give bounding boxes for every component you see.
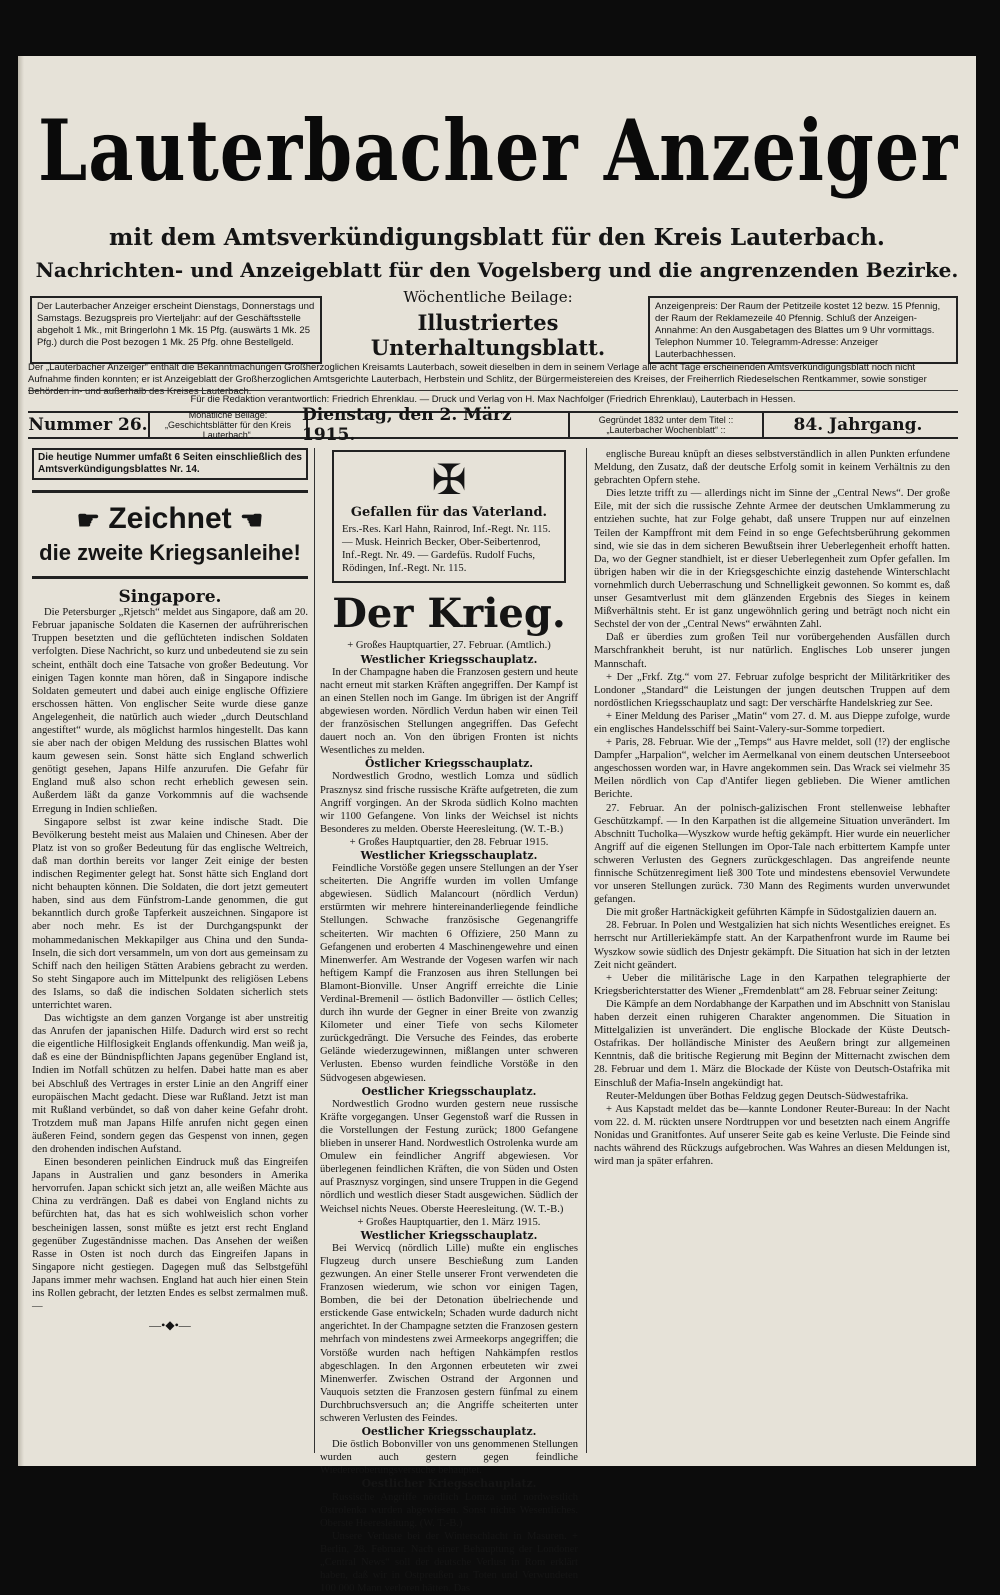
section-heading: Westlicher Kriegsschauplatz.: [360, 848, 538, 862]
column-3: [594, 448, 950, 1453]
dispatch-dateline: + Großes Hauptquartier, den 28. Februar 1915.: [349, 836, 549, 848]
report-paragraph: Die mit großer Hartnäckigkeit geführten Kämpfe in Südostgalizien dauern an.: [606, 907, 937, 919]
report-paragraph: Die Kämpfe an dem Nordabhange der Karpathen und im Abschnitt von Stanislau haben derzeit einen ruhigeren Charakter angenommen. Die Situation in Mittelgalizien ist unverändert. Die englische Blockade der Küste Deutsch-Ostafrikas. Der holländische Minister des Aeußern bringt zur allgemeinen Kenntnis, daß die britische Regierung mit Beginn der Mitternacht zwischen dem 28. Februar und dem 1. März die Blockade der Küste von Deutsch-Ostafrika mit Einschluß der Mafia-Inseln angekündigt hat.: [594, 998, 950, 1089]
report-paragraph: + Der „Frkf. Ztg.“ vom 27. Februar zufolge bespricht der Militärkritiker des Londoner „Standard“ die Leistungen der jungen deutschen Truppen auf dem nordöstlichen Kriegsschauplatz und sagt: Der verschärfte Handelskrieg zur See.: [594, 671, 950, 709]
report-paragraph: englische Bureau knüpft an dieses selbstverständlich in allen Punkten erfundene Meldung, den Zusatz, daß der deutsche Erfolg somit in keinem Verhältnis zu den gebrachten Opfern stehe.: [594, 449, 950, 487]
article-paragraph: Das wichtigste an dem ganzen Vorgange ist aber unstreitig das Anrufen der japanischen Hilfe. Dadurch wird erst so recht die eigentliche Hilflosigkeit Englands offenkundig. Man weiß ja, daß es eine der Bündnispflichten Japans gegenüber England ist, Indien im Notfall schützen zu helfen. Dabei hatte man es aber bei Abschluß des Vertrages in erster Linie an den Angriff einer europäischen Macht gedacht. Diese war Rußland. Jetzt ist man mit Rußland verbündet, so daß von daher keine Gefahr droht. Trotzdem muß man Japans Hilfe anrufen nicht gegen einen äußeren Feind, sondern gegen das Gespenst von innen, gegen den drohenden indischen Aufstand.: [32, 1013, 308, 1156]
dispatch-dateline: + Großes Hauptquartier, 27. Februar. (Amtlich.): [347, 640, 551, 652]
column-rule: [314, 448, 315, 1453]
page-count-notice: Die heutige Nummer umfaßt 6 Seiten einschließlich des Amtsverkündigungsblattes Nr. 14.: [32, 448, 308, 480]
report-paragraph: Russische Angriffe nördlich Lomza und nordwestlich Ostrolenka wurden abgewiesen. Sonst nichts Wesentliches. Oberste Heeresleitung. (W. T.-B.): [320, 1491, 578, 1529]
section-heading: Oestlicher Kriegsschauplatz.: [361, 1425, 537, 1439]
column-1: [32, 448, 308, 1453]
report-paragraph: + Ueber die militärische Lage in den Karpathen telegraphierte der Kriegsberichterstatter des Wiener „Fremdenblatt“ am 28. Februar seiner Zeitung:: [594, 972, 950, 997]
imprint-line: Für die Redaktion verantwortlich: Friedrich Ehrenklau. — Druck und Verlag von H. Max Nachfolger (Friedrich Ehrenklau), Lauterbach in Hessen.: [190, 394, 796, 405]
article-paragraph: Einen besonderen peinlichen Eindruck muß das Eingreifen Japans in Australien und ganz besonders in Amerika hervorrufen. Japan schickt sich jetzt an, alle weißen Mächte aus China zu verdrängen. Daß es dabei von England nichts zu befürchten hat, das hat es sich wohlweislich schon vorher bescheinigen lassen, sonst müßte es jetzt erst recht England gegenüber Zugeständnisse machen. Das Ansehen der weißen Rasse in Osten ist noch durch das Eingreifen Japans in Singapore nicht gestiegen. Dagegen muß das Selbstgefühl Japans immer mehr wachsen. England hat auch hier einen Stein ins Rollen gebracht, der letzten Endes es selbst zermalmen muß. —: [32, 1157, 308, 1313]
column-rule: [586, 448, 587, 1453]
divider: [28, 390, 958, 391]
column-2: [320, 448, 578, 1595]
article-paragraph: Singapore selbst ist zwar keine indische Stadt. Die Bevölkerung besteht meist aus Malaien und Chinesen. Aber der Platz ist von so großer Bedeutung für das englische Weltreich, daß man dorthin bereits vor langer Zeit einige der besten indischen Regimenter gelegt hat. Sonst hätte sich England dort nicht behaupten können. Die Soldaten, die dort jetzt gemeutert haben, sind aus dem Fünfstrom-Lande genommen, die gut bekanntlich durch große Tapferkeit auszeichnen. Singapore ist aber noch mehr. Es ist der Durchgangspunkt der mohammedanischen Mekkapilger aus China und den Sunda-Inseln, die sich dort versammeln, um von dort aus gemeinsam zu Schiff nach den heiligen Stätten Arabiens gebracht zu werden. So steht Singapore auch im Mittelpunkt des religiösen Lebens des Islams, so daß die indischen Soldaten sicherlich stets unterrichtet waren.: [32, 816, 308, 1011]
official-notice: Der „Lauterbacher Anzeiger“ enthält die Bekanntmachungen Großherzoglichen Kreisamts Lauterbach, soweit dieselben in dem in seinem Verlage alle acht Tage erscheinenden Amtsverkündigungsblatt noch nicht Aufnahme finden konnten; er ist Anzeigeblatt der Großherzoglichen Amtsgerichte Lauterbach, Herbstein und Schlitz, der Bürgermeistereien des Kreises, der Freiherrlich Riedeselschen Rentkammer, sowie sonstiger Behörden in- und außerhalb des Kreises Lauterbach.: [28, 362, 927, 397]
volume-year: 84. Jahrgang.: [793, 415, 923, 435]
advertising-box: Anzeigenpreis: Der Raum der Petitzeile kostet 12 bezw. 15 Pfennig, der Raum der Reklamezeile 40 Pfennig. Schluß der Anzeigen-Annahme: An den Ausgabetagen des Blattes um 9 Uhr vormittags. Telephon Nummer 10. Telegramm-Adresse: Anzeiger Lauterbachhessen.: [648, 296, 958, 364]
ornament-divider: —•◆•—: [149, 1318, 191, 1333]
fallen-notice: [332, 450, 566, 583]
weekly-supplement: [338, 288, 638, 360]
report-paragraph: Bei Wervicq (nördlich Lille) mußte ein englisches Flugzeug durch unsere Beschießung zum Landen gezwungen. An einer Stelle unserer Front verwendeten die Franzosen wiederum, wie schon vor einigen Tagen, Bomben, die bei der Detonation übelriechende und erstickende Gase entwickeln; Schaden wurde dadurch nicht angerichtet. In der Champagne setzten die Franzosen gestern mehrfach von mindestens zwei Armeekorps angegriffen; die Vorstöße wurden nach heftigen Nahkämpfen restlos abgeschlagen. In den Argonnen erbeuteten wir zwei Minenwerfer. Zwischen Ostrand der Argonnen und Vauquois setzten die Franzosen gestern fünfmal zu einem Durchbruchsversuch an; die Angriffe scheiterten unter schweren Verlusten des Feindes.: [320, 1242, 578, 1424]
fallen-heading: Gefallen für das Vaterland.: [350, 505, 548, 520]
article-paragraph: Die Petersburger „Rjetsch“ meldet aus Singapore, daß am 20. Februar japanische Soldaten die Kasernen der aufrührerischen Truppen besetzten und die geflüchteten indischen Soldaten verfolgten. Diese Nachricht, so kurz und unbedeutend sie zu sein scheint, enthält doch eine Tatsache von großer Bedeutung. Vor einigen Tagen konnte man hören, daß in Singapore indische Soldaten gemeutert und dabei auch einige englische Offiziere erschossen hätten. Von englischer Seite wurde diese ganze Angelegenheit, die natürlich auch wieder „durch Deutschland angestiftet“ wurde, als möglichst harmlos hingestellt. Das kann sie aber nach der obigen Meldung des russischen Blattes wohl kaum gewesen sein. Sonst hätte sich England schwerlich genötigt gesehen, Japans Hilfe anzurufen. Die Gefahr für England muß also schon recht erheblich gewesen sein. Außerdem läßt da ganze Vorkommnis auf die wachsende Erregung in Indien schließen.: [32, 607, 308, 815]
section-heading: Oestlicher Kriegsschauplatz.: [361, 1477, 537, 1491]
report-paragraph: 28. Februar. In Polen und Westgalizien hat sich nichts Wesentliches ereignet. Es herrscht nur Artilleriekämpfe statt. An der Karpathenfront wurde im Raume bei Wyszkow sowie südlich des Dnjestr gekämpft. Die Situation hat sich in der letzten Zeit nicht geändert.: [594, 920, 950, 971]
report-paragraph: Unsere Verluste bei der Winterschlacht in Masuren. + Berlin, 28. Februar. Nach einer Behauptung der Londoner „Central News“ soll der deutsche Verlust in Rom erklärt haben, daß wir in Ostpreußen an Toten und Verwundeten 100 000 Mann verloren hätten. Das: [320, 1530, 578, 1595]
section-heading: Östlicher Kriegsschauplatz.: [365, 757, 533, 771]
report-paragraph: Reuter-Meldungen über Bothas Feldzug gegen Deutsch-Südwestafrika.: [606, 1090, 909, 1102]
pointing-hand-icon: ☛: [76, 505, 100, 536]
section-heading: Westlicher Kriegsschauplatz.: [360, 652, 538, 666]
report-paragraph: In der Champagne haben die Franzosen gestern und heute nacht erneut mit starken Kräften angegriffen. Der Kampf ist an einen Stellen noch im Gange. Im übrigen ist der Angriff abgewiesen worden. Nördlich Verdun haben wir einen Teil der französischen Stellungen angegriffen. Das Gefecht dauert noch an. Von den übrigen Fronten ist nichts Wesentliches zu melden.: [320, 666, 578, 757]
report-paragraph: Nordwestlich Grodno wurden gestern neue russische Kräfte vorgegangen. Unser Gegenstoß warf die Russen in die Vorstellungen der Festung zurück; 1800 Gefangene blieben in unserer Hand. Nordwestlich Ostrolenka wurde am Omulew ein feindlicher Angriff abgewiesen. Vor überlegenen feindlichen Kräften, die von Süden und Osten auf Prasznysz vorgingen, sind unsere Truppen in die Gegend nördlich und westlich dieser Stadt ausgewichen. Südlich der Weichsel nichts Neues. Oberste Heeresleitung. (W. T.-B.): [320, 1098, 578, 1215]
war-report-title: Der Krieg.: [332, 590, 566, 638]
report-paragraph: + Aus Kapstadt meldet das be—kannte Londoner Reuter-Bureau: In der Nacht vom 22. d. M. rückten unsere Nordtruppen vor und besetzten nach einem Angriffe Nonidas und Granitfontes. Auf unserer Seite gab es keine Verluste. Die Feinde sind nachts während des Rückzugs aufgebrochen. Was Wahres an diesen Meldungen ist, wird man ja später erfahren.: [594, 1103, 950, 1168]
founded-note: Gegründet 1832 unter dem Titel :: „Lauterbacher Wochenblatt“ ::: [570, 413, 764, 437]
section-heading: Westlicher Kriegsschauplatz.: [360, 1228, 538, 1242]
war-loan-appeal: [32, 490, 308, 579]
issue-info-bar: [28, 405, 958, 445]
issue-date: Dienstag, den 2. März 1915.: [302, 413, 570, 437]
report-paragraph: Die östlich Bobonviller von uns genommenen Stellungen wurden auch gestern gegen feindliche Wiedereroberungsversuche behauptet.: [320, 1439, 578, 1477]
dispatch-dateline: + Großes Hauptquartier, den 1. März 1915.: [357, 1216, 541, 1228]
masthead-tagline: Nachrichten- und Anzeigeblatt für den Vogelsberg und die angrenzenden Bezirke.: [35, 258, 959, 282]
masthead-title: Lauterbacher Anzeiger: [38, 100, 959, 201]
report-paragraph: 27. Februar. An der polnisch-galizischen Front stellenweise lebhafter Geschützkampf. — In den Karpathen ist die allgemeine Situation unverändert. Im Abschnitt Tucholka—Wyszkow wurde heftig gekämpft. Hier wurde ein neuerlicher Angriff auf die eigenen Stellungen im Opor-Tale nach erbittertem Kampfe unter schweren Verlusten des Gegners zurückgeschlagen. Das angreifende neunte finnische Schützenregiment ließ 300 Tote und mindestens ebensoviel Verwundete vor unseren Stellungen zurück. 730 Mann des Regiments wurden unverwundet gefangen.: [594, 802, 950, 906]
section-heading: Oestlicher Kriegsschauplatz.: [361, 1084, 537, 1098]
monthly-supplement: Monatliche Beilage: „Geschichtsblätter für den Kreis Lauterbach“.: [150, 413, 308, 437]
report-paragraph: + Einer Meldung des Pariser „Matin“ vom 27. d. M. aus Dieppe zufolge, wurde ein englisches Handelsschiff bei Saint-Valery-sur-Somme torpediert.: [594, 710, 950, 735]
appeal-heading: Zeichnet: [108, 502, 232, 535]
report-paragraph: Daß er überdies zum großen Teil nur vorübergehenden Ausfällen durch Marschfrankheit beruht, ist nur natürlich. Englisches Lob unserer jungen Mannschaft.: [594, 632, 950, 670]
masthead-subtitle: mit dem Amtsverkündigungsblatt für den Kreis Lauterbach.: [109, 224, 885, 251]
report-paragraph: Dies letzte trifft zu — allerdings nicht im Sinne der „Central News“. Der große Eile, mit der sich die russische Zehnte Armee der deutschen Umklammerung zu entziehen suchte, hat zur Folge gehabt, daß unsere Truppen nur auf einzelnen Teilen der Kampffront mit dem Feind in so enge Gefechtsberührung gekommen sind, wie sie das in dem sicheren Bewußtsein ihrer Ueberlegenheit erhofft hatten. Da, wo der Gegner standhielt, ist er dieser Ueberlegenheit zum Opfer gefallen. Im übrigen haben wir die in der Kriegsgeschichte einzig dastehende Winterschlacht vornehmlich durch Ueberraschung und Schnelligkeit gewonnen. So kommt es, daß unser Gesamtverlust mit dem glänzenden Ergebnis des Sieges in keinem Mißverhältnis steht. Er ist ganz ungewöhnlich gering und beträgt noch nicht ein Sechstel der von der „Central News“ erwähnten Zahl.: [594, 488, 950, 631]
article-title: Singapore.: [118, 587, 222, 608]
newspaper-page: [18, 56, 976, 1595]
subscription-box: Der Lauterbacher Anzeiger erscheint Dienstags, Donnerstags und Samstags. Bezugspreis pro Vierteljahr: auf der Geschäftsstelle abgeholt 1 Mk., mit Bringerlohn 1 Mk. 15 Pfg. (auswärts 1 Mk. 25 Pfg.) durch die Post bezogen 1 Mk. 25 Pfg. ohne Bestellgeld.: [30, 296, 322, 364]
fallen-names: Ers.-Res. Karl Hahn, Rainrod, Inf.-Regt. Nr. 115. — Musk. Heinrich Becker, Ober-Seibertenrod, Inf.-Regt. Nr. 49. — Gardefüs. Rudolf Fuchs, Rödingen, Inf.-Regt. Nr. 115.: [342, 524, 551, 575]
supplement-title: Illustriertes Unterhaltungsblatt.: [370, 310, 606, 360]
supplement-label: Wöchentliche Beilage:: [403, 288, 573, 306]
iron-cross-icon: ✠: [431, 455, 467, 504]
report-paragraph: + Paris, 28. Februar. Wie der „Temps“ aus Havre meldet, soll (!?) der englische Dampfer „Harpalion“, welcher im Aermelkanal von einem deutschen Unterseeboot angeschossen worden war, in Havre angekommen sein. Das Wrack sei vielmehr 35 Meilen nördlich von Cap d'Antifer liegen geblieben. Die Wiener amtlichen Berichte.: [594, 737, 950, 801]
report-paragraph: Feindliche Vorstöße gegen unsere Stellungen an der Yser scheiterten. Die Angriffe wurden im vollen Umfange abgewiesen. Südlich Malancourt (nördlich Verdun) erstürmten wir mehrere hintereinanderliegende feindliche Stellungen. Schwache französische Gegenangriffe scheiterten. Wir machten 6 Offiziere, 250 Mann zu Gefangenen und eroberten 4 Maschinengewehre und einen Minenwerfer. Am Westrande der Vogesen warfen wir nach heftigem Kampf die Franzosen aus ihren Stellungen bei Blamont-Bionville. Unser Angriff erreichte die Linie Verdinal-Bremenil — östlich Badonviller — östlich Celles; durch ihn wurde der Gegner in einer Breite von zwanzig Kilometer und einer Tiefe von sechs Kilometer zurückgedrängt. Die Versuche des Feindes, das eroberte Gelände wiederzugewinnen, mißlangen unter schweren Verlusten. Ebenso wurden feindliche Vorstöße in den Südvogesen abgewiesen.: [320, 863, 578, 1084]
appeal-text: die zweite Kriegsanleihe!: [39, 540, 301, 566]
pointing-hand-icon: ☚: [240, 505, 264, 536]
issue-number: Nummer 26.: [28, 413, 150, 437]
report-paragraph: Nordwestlich Grodno, westlich Lomza und südlich Prasznysz sind frische russische Kräfte aufgetreten, die zum Angriff vorgingen. An der Skroda südlich Kolno machten wir 1100 Gefangene. Von links der Weichsel ist nichts Besonderes zu melden. Oberste Heeresleitung. (W. T.-B.): [320, 771, 578, 835]
